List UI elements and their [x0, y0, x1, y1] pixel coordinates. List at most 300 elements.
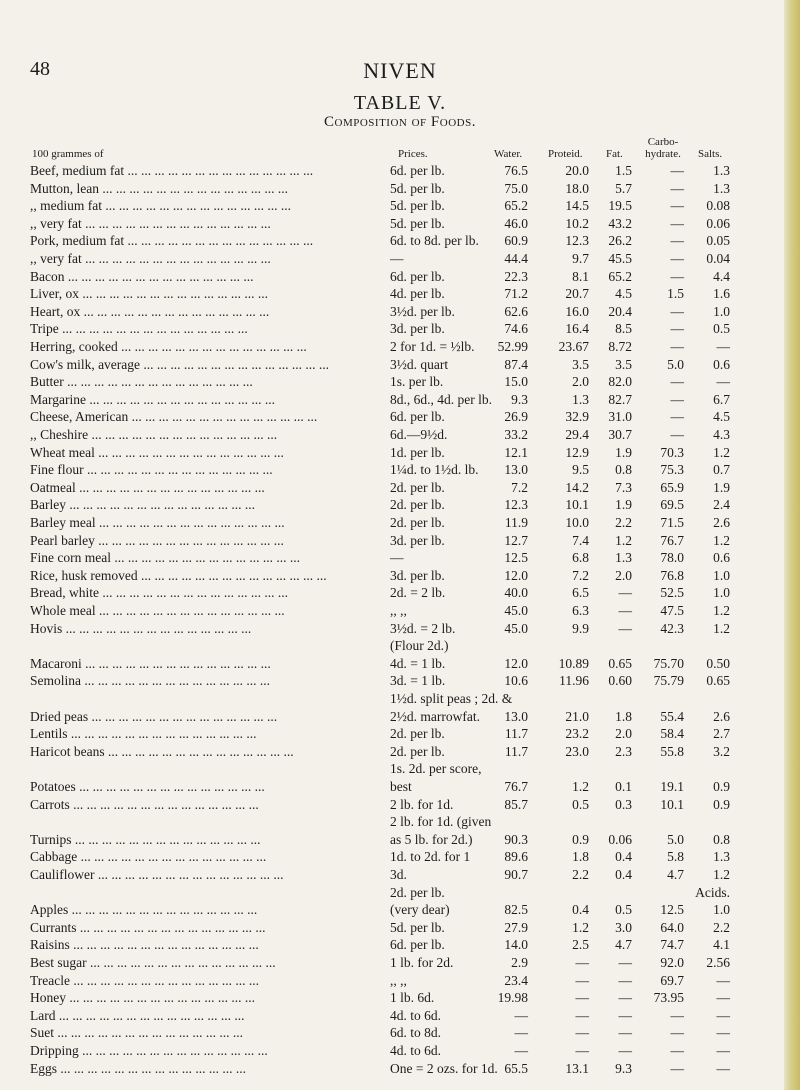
salts-value: 1.2: [713, 603, 730, 618]
food-name: Suet ... ... ... ... ... ... ... ... ... ... ... ... ... ...: [30, 1025, 244, 1040]
proteid-value: 21.0: [565, 709, 589, 724]
salts-value: 0.8: [713, 832, 730, 847]
water-value: 52.99: [497, 339, 528, 354]
salts-value: —: [716, 1061, 730, 1076]
fat-value: 5.7: [615, 181, 632, 196]
salts-value: 0.9: [713, 779, 730, 794]
salts-value: 2.7: [713, 726, 730, 741]
proteid-value: 29.4: [565, 427, 589, 442]
water-value: 19.98: [497, 990, 528, 1005]
salts-value: 2.2: [713, 920, 730, 935]
water-value: 46.0: [504, 216, 528, 231]
proteid-value: —: [575, 1008, 589, 1023]
proteid-value: 9.7: [572, 251, 589, 266]
food-price: 2d. per lb.: [390, 497, 445, 512]
fat-value: 2.2: [615, 515, 632, 530]
food-price: as 5 lb. for 2d.): [390, 832, 473, 847]
food-price: 6d. per lb.: [390, 269, 445, 284]
fat-value: 0.4: [615, 849, 632, 864]
proteid-value: 7.4: [572, 533, 589, 548]
salts-value: 6.7: [713, 392, 730, 407]
proteid-value: 6.8: [572, 550, 589, 565]
food-price: 5d. per lb.: [390, 181, 445, 196]
food-price: 6d. per lb.: [390, 409, 445, 424]
water-value: —: [514, 1008, 528, 1023]
fat-value: 1.8: [615, 709, 632, 724]
food-price: 5d. per lb.: [390, 216, 445, 231]
food-name: Rice, husk removed ... ... ... ... ... ... ... ... ... ... ... ... ... ...: [30, 568, 327, 583]
food-name: ,, very fat ... ... ... ... ... ... ... ... ... ... ... ... ... ...: [30, 216, 271, 231]
water-value: 90.7: [504, 867, 528, 882]
food-price: 3½d. = 2 lb.: [390, 621, 456, 636]
header-proteid: Proteid.: [548, 148, 583, 160]
food-name: Whole meal ... ... ... ... ... ... ... ... ... ... ... ... ... ...: [30, 603, 285, 618]
salts-value: 0.50: [706, 656, 730, 671]
salts-value: 0.6: [713, 550, 730, 565]
salts-value: —: [716, 1008, 730, 1023]
salts-value: —: [716, 973, 730, 988]
water-value: 22.3: [504, 269, 528, 284]
food-price: 6d. per lb.: [390, 937, 445, 952]
proteid-value: 32.9: [565, 409, 589, 424]
salts-value: 4.3: [713, 427, 730, 442]
carbohydrate-value: —: [670, 392, 684, 407]
food-name: Dripping ... ... ... ... ... ... ... ... ... ... ... ... ... ...: [30, 1043, 268, 1058]
proteid-value: 1.2: [572, 920, 589, 935]
food-name: Cabbage ... ... ... ... ... ... ... ... ... ... ... ... ... ...: [30, 849, 267, 864]
carbohydrate-value: —: [670, 163, 684, 178]
water-value: 10.6: [504, 673, 528, 688]
food-name: Hovis ... ... ... ... ... ... ... ... ... ... ... ... ... ...: [30, 621, 252, 636]
food-price: 4d. to 6d.: [390, 1043, 442, 1058]
salts-value: 0.08: [706, 198, 730, 213]
header-fat: Fat.: [606, 148, 623, 160]
fat-value: 8.5: [615, 321, 632, 336]
fat-value: 2.0: [615, 726, 632, 741]
carbohydrate-value: 78.0: [660, 550, 684, 565]
fat-value: 0.5: [615, 902, 632, 917]
food-name: Herring, cooked ... ... ... ... ... ... ... ... ... ... ... ... ... ...: [30, 339, 307, 354]
proteid-value: 2.0: [572, 374, 589, 389]
carbohydrate-value: 75.70: [653, 656, 684, 671]
salts-value: 3.2: [713, 744, 730, 759]
food-name: Haricot beans ... ... ... ... ... ... ... ... ... ... ... ... ... ...: [30, 744, 294, 759]
salts-value: 0.5: [713, 321, 730, 336]
carbohydrate-value: 58.4: [660, 726, 684, 741]
fat-value: 3.5: [615, 357, 632, 372]
fat-value: 0.8: [615, 462, 632, 477]
proteid-value: —: [575, 1043, 589, 1058]
proteid-value: 7.2: [572, 568, 589, 583]
carbohydrate-value: 1.5: [667, 286, 684, 301]
food-price: —: [390, 550, 404, 565]
water-value: 76.5: [504, 163, 528, 178]
fat-value: 26.2: [608, 233, 632, 248]
carbohydrate-value: 73.95: [653, 990, 684, 1005]
water-value: 76.7: [504, 779, 528, 794]
food-name: Barley meal ... ... ... ... ... ... ... ... ... ... ... ... ... ...: [30, 515, 285, 530]
water-value: 12.1: [504, 445, 528, 460]
food-price: 6d. per lb.: [390, 163, 445, 178]
carbohydrate-value: 12.5: [660, 902, 684, 917]
water-value: 44.4: [504, 251, 528, 266]
fat-value: 45.5: [608, 251, 632, 266]
fat-value: —: [618, 1043, 632, 1058]
carbohydrate-value: —: [670, 269, 684, 284]
water-value: 14.0: [504, 937, 528, 952]
proteid-value: 13.1: [565, 1061, 589, 1076]
carbohydrate-value: —: [670, 1008, 684, 1023]
proteid-value: 20.7: [565, 286, 589, 301]
fat-value: 0.65: [608, 656, 632, 671]
food-name: Mutton, lean ... ... ... ... ... ... ... ... ... ... ... ... ... ...: [30, 181, 288, 196]
fat-value: —: [618, 585, 632, 600]
water-value: 23.4: [504, 973, 528, 988]
carbohydrate-value: 42.3: [660, 621, 684, 636]
fat-value: 3.0: [615, 920, 632, 935]
food-price: 5d. per lb.: [390, 920, 445, 935]
food-price: 3½d. quart: [390, 357, 449, 372]
food-name: Currants ... ... ... ... ... ... ... ... ... ... ... ... ... ...: [30, 920, 266, 935]
fat-value: 2.3: [615, 744, 632, 759]
food-name: Macaroni ... ... ... ... ... ... ... ... ... ... ... ... ... ...: [30, 656, 271, 671]
proteid-value: 9.5: [572, 462, 589, 477]
water-value: 45.0: [504, 603, 528, 618]
salts-value: 1.6: [713, 286, 730, 301]
food-price: best: [390, 779, 412, 794]
carbohydrate-value: —: [670, 1061, 684, 1076]
water-value: 74.6: [504, 321, 528, 336]
salts-value: 1.0: [713, 902, 730, 917]
fat-value: —: [618, 1008, 632, 1023]
water-value: 12.0: [504, 568, 528, 583]
food-price: 1¼d. to 1½d. lb.: [390, 462, 479, 477]
salts-value: 0.05: [706, 233, 730, 248]
carbohydrate-value: 75.3: [660, 462, 684, 477]
water-value: 87.4: [504, 357, 528, 372]
food-name: Lentils ... ... ... ... ... ... ... ... ... ... ... ... ... ...: [30, 726, 257, 741]
water-value: 65.5: [504, 1061, 528, 1076]
carbohydrate-value: —: [670, 304, 684, 319]
food-price: 3½d. per lb.: [390, 304, 455, 319]
salts-value: 2.6: [713, 515, 730, 530]
proteid-value: 6.3: [572, 603, 589, 618]
food-name: Bacon ... ... ... ... ... ... ... ... ... ... ... ... ... ...: [30, 269, 254, 284]
proteid-value: 6.5: [572, 585, 589, 600]
fat-value: —: [618, 955, 632, 970]
food-name: Pearl barley ... ... ... ... ... ... ... ... ... ... ... ... ... ...: [30, 533, 284, 548]
proteid-value: 18.0: [565, 181, 589, 196]
running-title: NIVEN: [363, 58, 437, 83]
carbohydrate-value: 76.8: [660, 568, 684, 583]
proteid-value: 14.5: [565, 198, 589, 213]
salts-value: 1.3: [713, 163, 730, 178]
salts-value: 1.2: [713, 445, 730, 460]
proteid-value: 23.0: [565, 744, 589, 759]
food-price: 1s. 2d. per score,: [390, 761, 482, 776]
carbohydrate-value: —: [670, 321, 684, 336]
proteid-value: 16.0: [565, 304, 589, 319]
carbohydrate-value: —: [670, 374, 684, 389]
salts-value: —: [716, 339, 730, 354]
carbohydrate-value: —: [670, 233, 684, 248]
header-water: Water.: [494, 148, 523, 160]
food-price: 2d. per lb.: [390, 515, 445, 530]
food-name: Fine flour ... ... ... ... ... ... ... ... ... ... ... ... ... ...: [30, 462, 273, 477]
carbohydrate-value: 52.5: [660, 585, 684, 600]
salts-value: 0.06: [706, 216, 730, 231]
food-price: 1½d. split peas ; 2d. &: [390, 691, 513, 706]
proteid-value: 2.2: [572, 867, 589, 882]
salts-value: 4.4: [713, 269, 730, 284]
salts-value: 0.7: [713, 462, 730, 477]
water-value: 89.6: [504, 849, 528, 864]
food-price: 3d. per lb.: [390, 321, 445, 336]
fat-value: —: [618, 973, 632, 988]
proteid-value: —: [575, 955, 589, 970]
carbohydrate-value: 70.3: [660, 445, 684, 460]
carbohydrate-value: 74.7: [660, 937, 684, 952]
food-name: Fine corn meal ... ... ... ... ... ... ... ... ... ... ... ... ... ...: [30, 550, 300, 565]
salts-value: 4.5: [713, 409, 730, 424]
fat-value: 82.7: [608, 392, 632, 407]
food-price: 2½d. marrowfat.: [390, 709, 480, 724]
fat-value: 8.72: [608, 339, 632, 354]
food-price: 2 for 1d. = ½lb.: [390, 339, 475, 354]
proteid-value: —: [575, 973, 589, 988]
food-name: Turnips ... ... ... ... ... ... ... ... ... ... ... ... ... ...: [30, 832, 261, 847]
salts-value: 1.3: [713, 181, 730, 196]
food-name: ,, very fat ... ... ... ... ... ... ... ... ... ... ... ... ... ...: [30, 251, 271, 266]
food-name: Bread, white ... ... ... ... ... ... ... ... ... ... ... ... ... ...: [30, 585, 288, 600]
fat-value: 0.1: [615, 779, 632, 794]
table-subtitle: Composition of Foods.: [324, 114, 476, 130]
proteid-value: 0.4: [572, 902, 589, 917]
food-price: 2d. per lb.: [390, 885, 445, 900]
carbohydrate-value: 10.1: [660, 797, 684, 812]
water-value: —: [514, 1043, 528, 1058]
proteid-value: 10.89: [558, 656, 589, 671]
food-name: Carrots ... ... ... ... ... ... ... ... ... ... ... ... ... ...: [30, 797, 259, 812]
food-name: Semolina ... ... ... ... ... ... ... ... ... ... ... ... ... ...: [30, 673, 270, 688]
proteid-value: 14.2: [565, 480, 589, 495]
carbohydrate-value: 47.5: [660, 603, 684, 618]
salts-value: 1.2: [713, 533, 730, 548]
food-name: Treacle ... ... ... ... ... ... ... ... ... ... ... ... ... ...: [30, 973, 259, 988]
food-name: Dried peas ... ... ... ... ... ... ... ... ... ... ... ... ... ...: [30, 709, 278, 724]
salts-value: 1.0: [713, 585, 730, 600]
carbohydrate-value: 69.5: [660, 497, 684, 512]
fat-value: 31.0: [608, 409, 632, 424]
food-name: Lard ... ... ... ... ... ... ... ... ... ... ... ... ... ...: [30, 1008, 245, 1023]
proteid-value: —: [575, 1025, 589, 1040]
carbohydrate-value: 5.8: [667, 849, 684, 864]
salts-value: 4.1: [713, 937, 730, 952]
carbohydrate-value: —: [670, 216, 684, 231]
fat-value: —: [618, 603, 632, 618]
food-price: 4d. = 1 lb.: [390, 656, 446, 671]
carbohydrate-value: 55.8: [660, 744, 684, 759]
water-value: 12.7: [504, 533, 528, 548]
food-price: 8d., 6d., 4d. per lb.: [390, 392, 492, 407]
food-price: ,, ,,: [390, 603, 407, 618]
water-value: 9.3: [511, 392, 528, 407]
fat-value: 1.2: [615, 533, 632, 548]
fat-value: 7.3: [615, 480, 632, 495]
proteid-value: 20.0: [565, 163, 589, 178]
water-value: 26.9: [504, 409, 528, 424]
proteid-value: 23.67: [558, 339, 589, 354]
carbohydrate-value: —: [670, 339, 684, 354]
water-value: 71.2: [504, 286, 528, 301]
fat-value: 1.3: [615, 550, 632, 565]
water-value: 13.0: [504, 462, 528, 477]
salts-value: 1.2: [713, 867, 730, 882]
fat-value: 1.5: [615, 163, 632, 178]
fat-value: 9.3: [615, 1061, 632, 1076]
carbohydrate-value: —: [670, 409, 684, 424]
food-price: 4d. per lb.: [390, 286, 445, 301]
water-value: 13.0: [504, 709, 528, 724]
fat-value: —: [618, 621, 632, 636]
food-name: Pork, medium fat ... ... ... ... ... ... ... ... ... ... ... ... ... ...: [30, 233, 314, 248]
water-value: 82.5: [504, 902, 528, 917]
food-price: 2d. per lb.: [390, 744, 445, 759]
food-name: ,, medium fat ... ... ... ... ... ... ... ... ... ... ... ... ... ...: [30, 198, 291, 213]
food-price: 6d. to 8d. per lb.: [390, 233, 479, 248]
water-value: 45.0: [504, 621, 528, 636]
food-name: Potatoes ... ... ... ... ... ... ... ... ... ... ... ... ... ...: [30, 779, 265, 794]
water-value: 40.0: [504, 585, 528, 600]
salts-value: —: [716, 990, 730, 1005]
proteid-value: 1.8: [572, 849, 589, 864]
food-price: 1s. per lb.: [390, 374, 444, 389]
carbohydrate-value: —: [670, 1025, 684, 1040]
food-name: Tripe ... ... ... ... ... ... ... ... ... ... ... ... ... ...: [30, 321, 248, 336]
salts-value: 0.9: [713, 797, 730, 812]
water-value: 11.9: [504, 515, 528, 530]
page-number: 48: [30, 58, 50, 80]
proteid-value: 23.2: [565, 726, 589, 741]
salts-value: 1.0: [713, 304, 730, 319]
food-price: 2d. = 2 lb.: [390, 585, 446, 600]
food-name: Apples ... ... ... ... ... ... ... ... ... ... ... ... ... ...: [30, 902, 258, 917]
food-name: Oatmeal ... ... ... ... ... ... ... ... ... ... ... ... ... ...: [30, 480, 265, 495]
proteid-value: 9.9: [572, 621, 589, 636]
water-value: 27.9: [504, 920, 528, 935]
salts-value: —: [716, 374, 730, 389]
proteid-value: 0.9: [572, 832, 589, 847]
carbohydrate-value: 69.7: [660, 973, 684, 988]
food-price: ,, ,,: [390, 973, 407, 988]
water-value: 75.0: [504, 181, 528, 196]
header-carbo-line1: Carbo-: [647, 136, 679, 148]
fat-value: 0.06: [608, 832, 632, 847]
food-price: One = 2 ozs. for 1d.: [390, 1061, 498, 1076]
salts-value: —: [716, 1025, 730, 1040]
salts-value: 1.2: [713, 621, 730, 636]
food-name: Margarine ... ... ... ... ... ... ... ... ... ... ... ... ... ...: [30, 392, 275, 407]
food-price: 1d. per lb.: [390, 445, 445, 460]
food-name: Cow's milk, average ... ... ... ... ... ... ... ... ... ... ... ... ... ...: [30, 357, 330, 372]
water-value: 12.5: [504, 550, 528, 565]
proteid-value: 0.5: [572, 797, 589, 812]
proteid-value: —: [575, 990, 589, 1005]
proteid-value: 10.0: [565, 515, 589, 530]
carbohydrate-value: 55.4: [660, 709, 684, 724]
carbohydrate-value: —: [670, 251, 684, 266]
food-name: Heart, ox ... ... ... ... ... ... ... ... ... ... ... ... ... ...: [30, 304, 270, 319]
water-value: 12.0: [504, 656, 528, 671]
food-price: 2 lb. for 1d.: [390, 797, 454, 812]
header-food: 100 grammes of: [32, 148, 104, 160]
water-value: 62.6: [504, 304, 528, 319]
proteid-value: 1.3: [572, 392, 589, 407]
water-value: 33.2: [504, 427, 528, 442]
salts-value: 0.6: [713, 357, 730, 372]
proteid-value: 3.5: [572, 357, 589, 372]
fat-value: 30.7: [608, 427, 632, 442]
fat-value: 20.4: [608, 304, 632, 319]
carbohydrate-value: 4.7: [667, 867, 684, 882]
food-price: 6d.—9½d.: [390, 427, 448, 442]
food-price: —: [390, 251, 404, 266]
carbohydrate-value: 71.5: [660, 515, 684, 530]
food-name: Wheat meal ... ... ... ... ... ... ... ... ... ... ... ... ... ...: [30, 445, 284, 460]
proteid-value: 16.4: [565, 321, 589, 336]
salts-value: 2.6: [713, 709, 730, 724]
fat-value: 19.5: [608, 198, 632, 213]
header-prices: Prices.: [398, 148, 428, 160]
carbohydrate-value: —: [670, 1043, 684, 1058]
carbohydrate-value: 92.0: [660, 955, 684, 970]
proteid-value: 10.1: [565, 497, 589, 512]
water-value: 12.3: [504, 497, 528, 512]
food-price: 2 lb. for 1d. (given: [390, 814, 492, 829]
water-value: 15.0: [504, 374, 528, 389]
food-name: Cauliflower ... ... ... ... ... ... ... ... ... ... ... ... ... ...: [30, 867, 284, 882]
proteid-value: 12.9: [565, 445, 589, 460]
food-name: Beef, medium fat ... ... ... ... ... ... ... ... ... ... ... ... ... ...: [30, 163, 314, 178]
food-price: 3d. per lb.: [390, 533, 445, 548]
water-value: —: [514, 1025, 528, 1040]
carbohydrate-value: 65.9: [660, 480, 684, 495]
fat-value: 0.60: [608, 673, 632, 688]
proteid-value: 2.5: [572, 937, 589, 952]
fat-value: 65.2: [608, 269, 632, 284]
water-value: 90.3: [504, 832, 528, 847]
salts-value: 1.0: [713, 568, 730, 583]
carbohydrate-value: 76.7: [660, 533, 684, 548]
food-price: (very dear): [390, 902, 450, 917]
food-name: Honey ... ... ... ... ... ... ... ... ... ... ... ... ... ...: [30, 990, 255, 1005]
food-name: Raisins ... ... ... ... ... ... ... ... ... ... ... ... ... ...: [30, 937, 259, 952]
food-price: 6d. to 8d.: [390, 1025, 442, 1040]
water-value: 85.7: [504, 797, 528, 812]
salts-value: 1.3: [713, 849, 730, 864]
fat-value: 4.7: [615, 937, 632, 952]
salts-value: 2.56: [706, 955, 730, 970]
header-salts: Salts.: [698, 148, 723, 160]
food-name: Eggs ... ... ... ... ... ... ... ... ... ... ... ... ... ...: [30, 1061, 246, 1076]
header-carbo-line2: hydrate.: [645, 148, 681, 160]
salts-value: Acids.: [695, 885, 730, 900]
proteid-value: 10.2: [565, 216, 589, 231]
proteid-value: 12.3: [565, 233, 589, 248]
table-title: TABLE V.: [353, 92, 447, 114]
salts-value: 0.04: [706, 251, 730, 266]
proteid-value: 1.2: [572, 779, 589, 794]
